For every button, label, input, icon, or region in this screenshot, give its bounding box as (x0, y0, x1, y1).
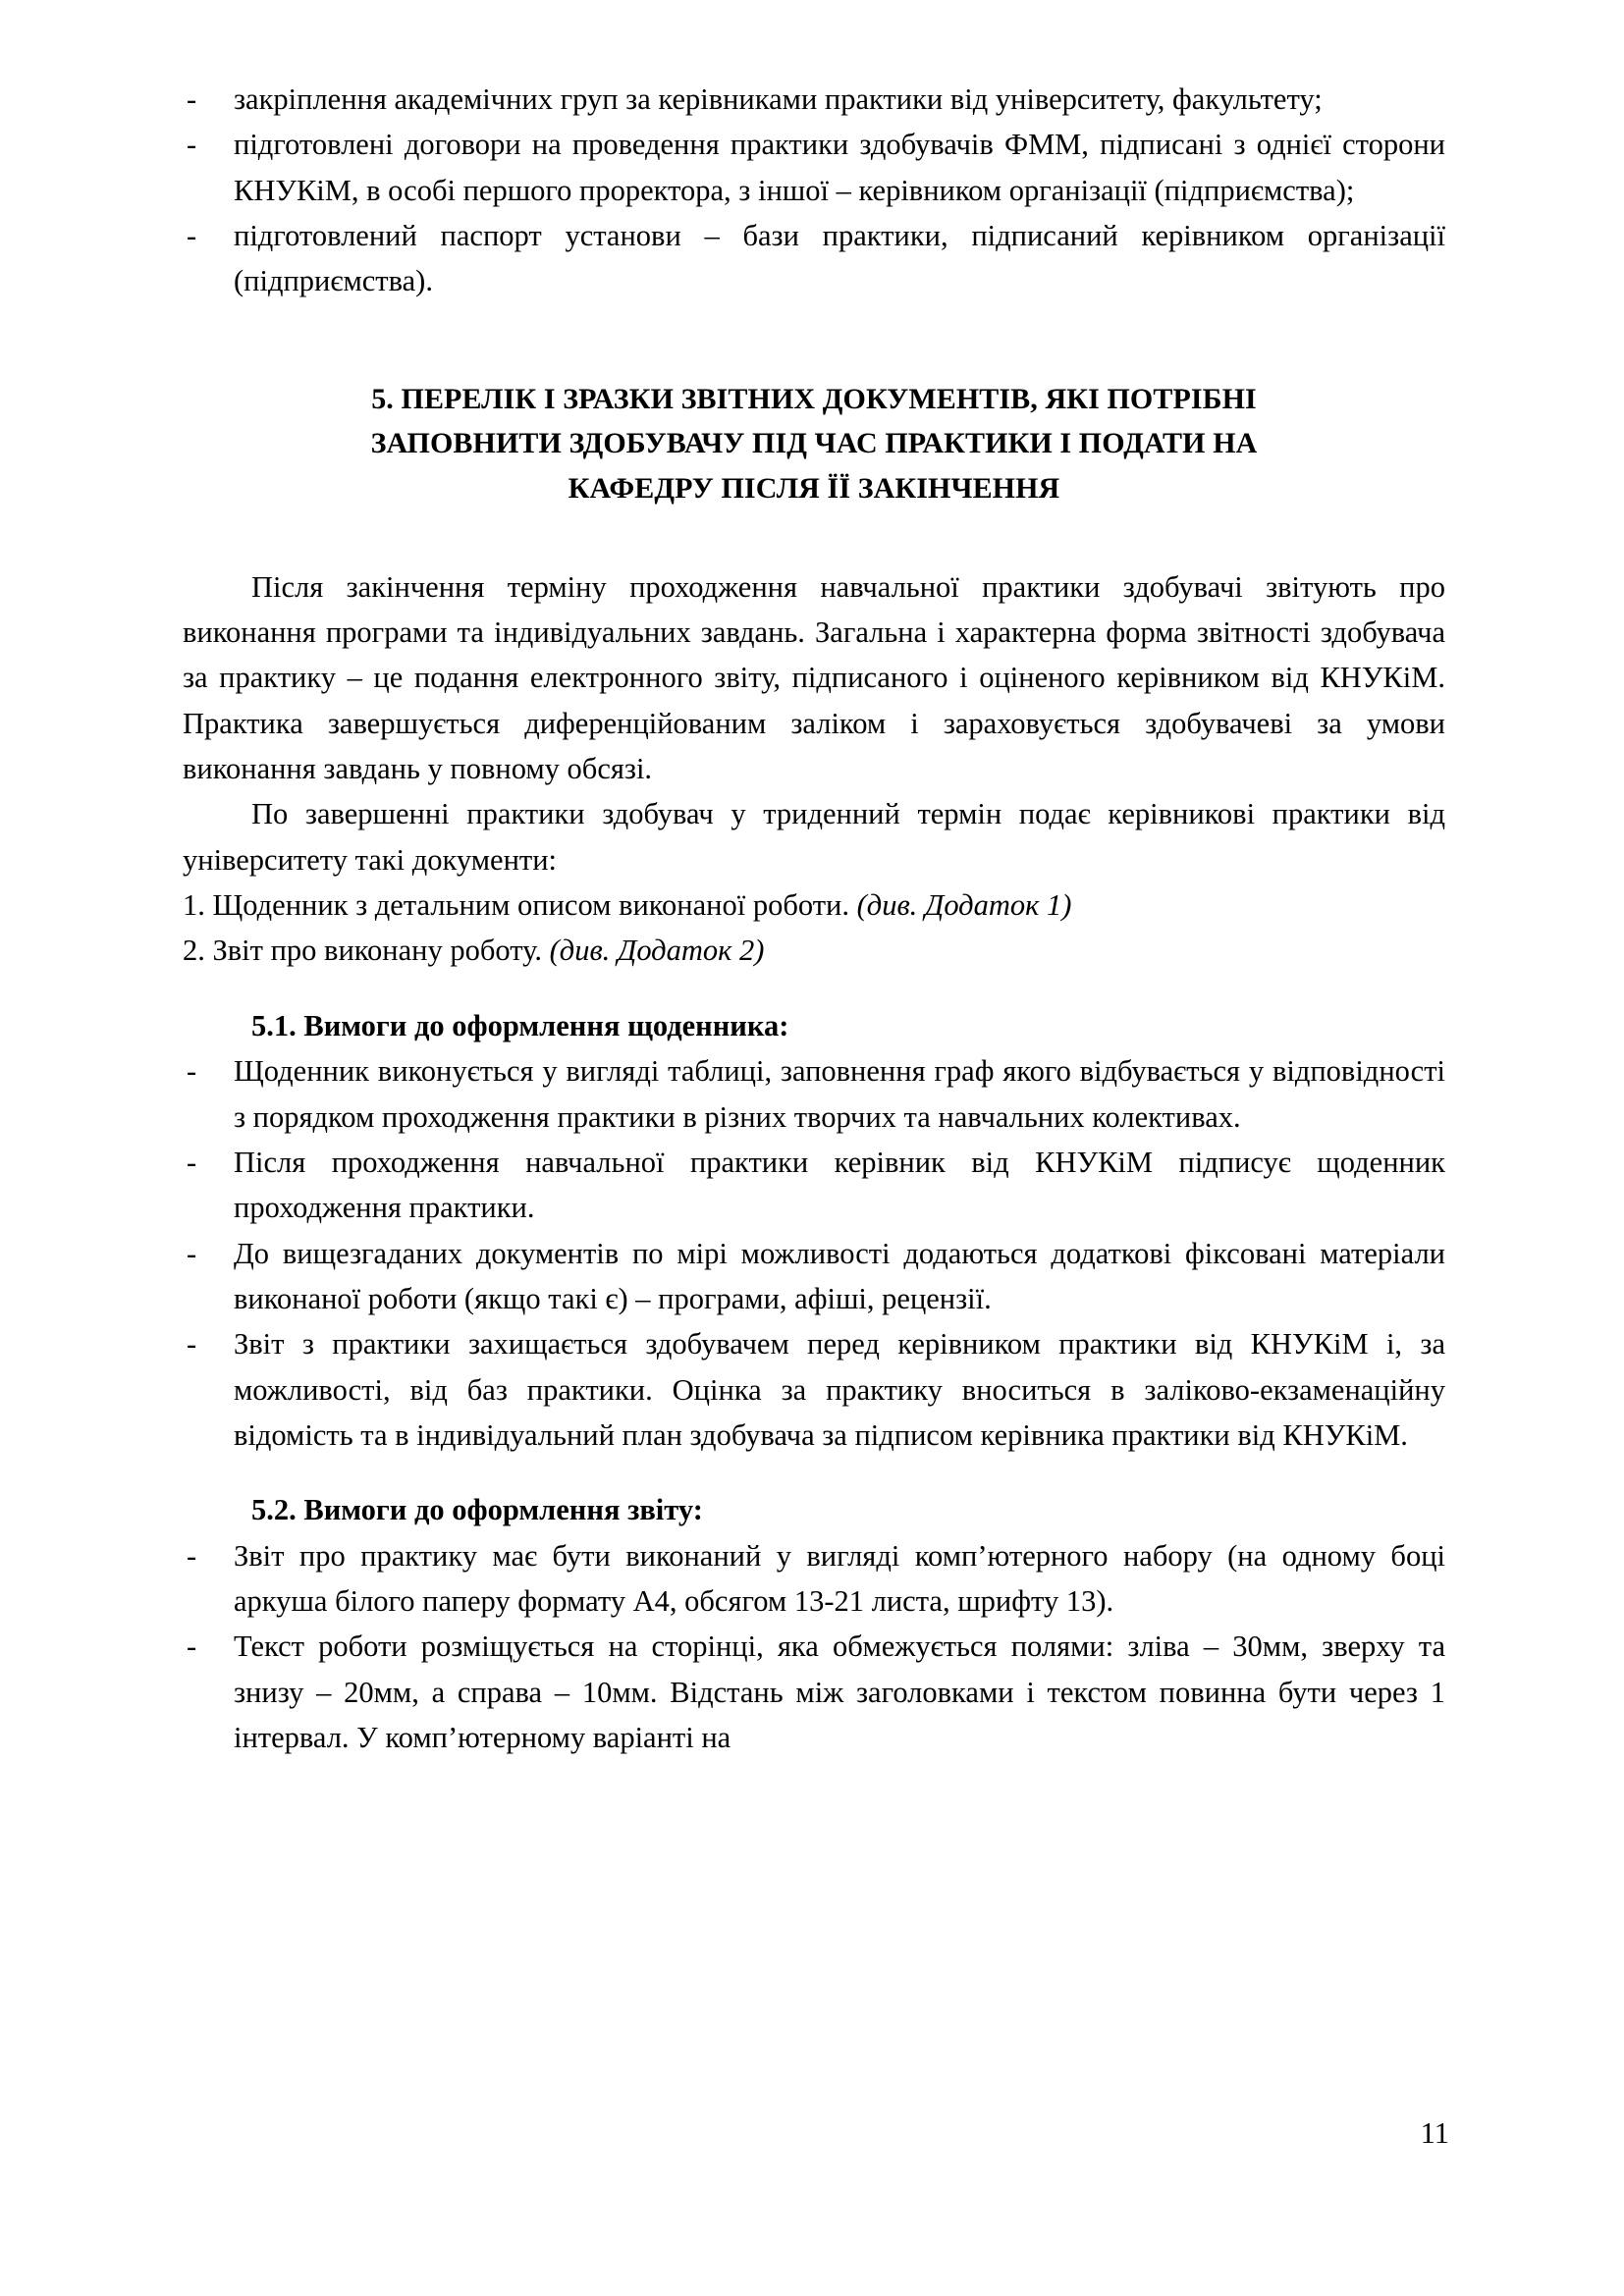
dash-bullet-icon: - (187, 128, 197, 162)
list-item (183, 213, 1445, 304)
list-item-text: підготовлений паспорт установи – бази практики, підписаний керівником організації (підприємства). (234, 219, 1445, 298)
numbered-document-1 (183, 882, 1445, 928)
list-item-text: підготовлені договори на проведення практики здобувачів ФММ, підписані з однієї сторони КНУКіМ, в особі першого проректора, з іншої – керівником організації (підприємства); (234, 128, 1445, 207)
subsection-52-list (183, 1533, 1445, 1761)
list-item (183, 77, 1445, 122)
section-heading (183, 377, 1445, 511)
dash-bullet-icon: - (187, 1236, 197, 1270)
list-item (183, 1048, 1445, 1140)
list-item (183, 1231, 1445, 1322)
dash-bullet-icon: - (187, 1327, 197, 1362)
dash-bullet-icon: - (187, 1145, 197, 1179)
list-item-text: Щоденник виконується у вигляді таблиці, заповнення граф якого відбувається у відповідності з порядком проходження практики в різних творчих та навчальних колективах. (234, 1054, 1445, 1134)
intro-paragraph: Після закінчення терміну проходження навчальної практики здобувачі звітують про виконання програми та індивідуальних завдань. Загальна і характерна форма звітності здобувача за практику – це подання електронного звіту, підписаного і оціненого керівником від КНУКіМ. Практика завершується диференційованим заліком і зараховується здобувачеві за умови виконання завдань у повному обсязі. (183, 569, 1445, 786)
list-item (183, 122, 1445, 213)
section-heading-line-1: 5. ПЕРЕЛІК І ЗРАЗКИ ЗВІТНИХ ДОКУМЕНТІВ, ЯКІ ПОТРІБНІ (371, 382, 1257, 415)
numbered-document-2-note: (див. Додаток 2) (549, 934, 765, 968)
page-number: 11 (1420, 2116, 1449, 2150)
numbered-document-1-note: (див. Додаток 1) (856, 888, 1072, 923)
spacer (183, 1458, 1445, 1487)
section-heading-line-2: ЗАПОВНИТИ ЗДОБУВАЧУ ПІД ЧАС ПРАКТИКИ І ПОДАТИ НА (370, 427, 1258, 460)
subsection-52-title: 5.2. Вимоги до оформлення звіту: (251, 1493, 703, 1527)
list-item-text: закріплення академічних груп за керівниками практики від університету, факультету; (234, 82, 1323, 116)
list-item (183, 1140, 1445, 1231)
list-item-text: Звіт з практики захищається здобувачем перед керівником практики від КНУКіМ і, за можливості, від баз практики. Оцінка за практику вноситься в заліково-екзаменаційну відомість та в індивідуальний план здобувача за підписом керівника практики від КНУКіМ. (234, 1327, 1445, 1453)
numbered-document-2 (183, 928, 1445, 973)
list-item-text: Текст роботи розміщується на сторінці, яка обмежується полями: зліва – 30мм, зверху та знизу – 20мм, а справа – 10мм. Відстань між заголовками і текстом повинна бути через 1 інтервал. У комп’ютерному варіанті на (234, 1629, 1445, 1755)
spacer (183, 974, 1445, 1003)
dash-bullet-icon: - (187, 1629, 197, 1664)
dash-bullet-icon: - (187, 82, 197, 116)
top-requirements-list (183, 77, 1445, 304)
subsection-51-list (183, 1048, 1445, 1458)
list-item (183, 1321, 1445, 1458)
spacer (183, 304, 1445, 377)
list-item-text: Звіт про практику має бути виконаний у вигляді комп’ютерного набору (на одному боці аркуша білого паперу формату А4, обсягом 13-21 листа, шрифту 13). (234, 1538, 1445, 1619)
subsection-51-title: 5.1. Вимоги до оформлення щоденника: (251, 1008, 789, 1042)
list-item-text: Після проходження навчальної практики керівник від КНУКіМ підписує щоденник проходження практики. (234, 1145, 1445, 1225)
numbered-document-1-text: 1. Щоденник з детальним описом виконаної роботи. (183, 888, 857, 923)
list-item (183, 1533, 1445, 1625)
after-completion-paragraph: По завершенні практики здобувач у триденний термін подає керівникові практики від університету такі документи: (183, 797, 1445, 877)
dash-bullet-icon: - (187, 219, 197, 253)
section-heading-line-3: КАФЕДРУ ПІСЛЯ ЇЇ ЗАКІНЧЕННЯ (568, 471, 1060, 505)
list-item (183, 1624, 1445, 1760)
page-content (183, 77, 1445, 1761)
spacer (183, 511, 1445, 564)
dash-bullet-icon: - (187, 1054, 197, 1089)
list-item-text: До вищезгаданих документів по мірі можливості додаються додаткові фіксовані матеріали виконаної роботи (якщо такі є) – програми, афіші, рецензії. (234, 1236, 1445, 1315)
dash-bullet-icon: - (187, 1538, 197, 1573)
numbered-document-2-text: 2. Звіт про виконану роботу. (183, 934, 550, 968)
